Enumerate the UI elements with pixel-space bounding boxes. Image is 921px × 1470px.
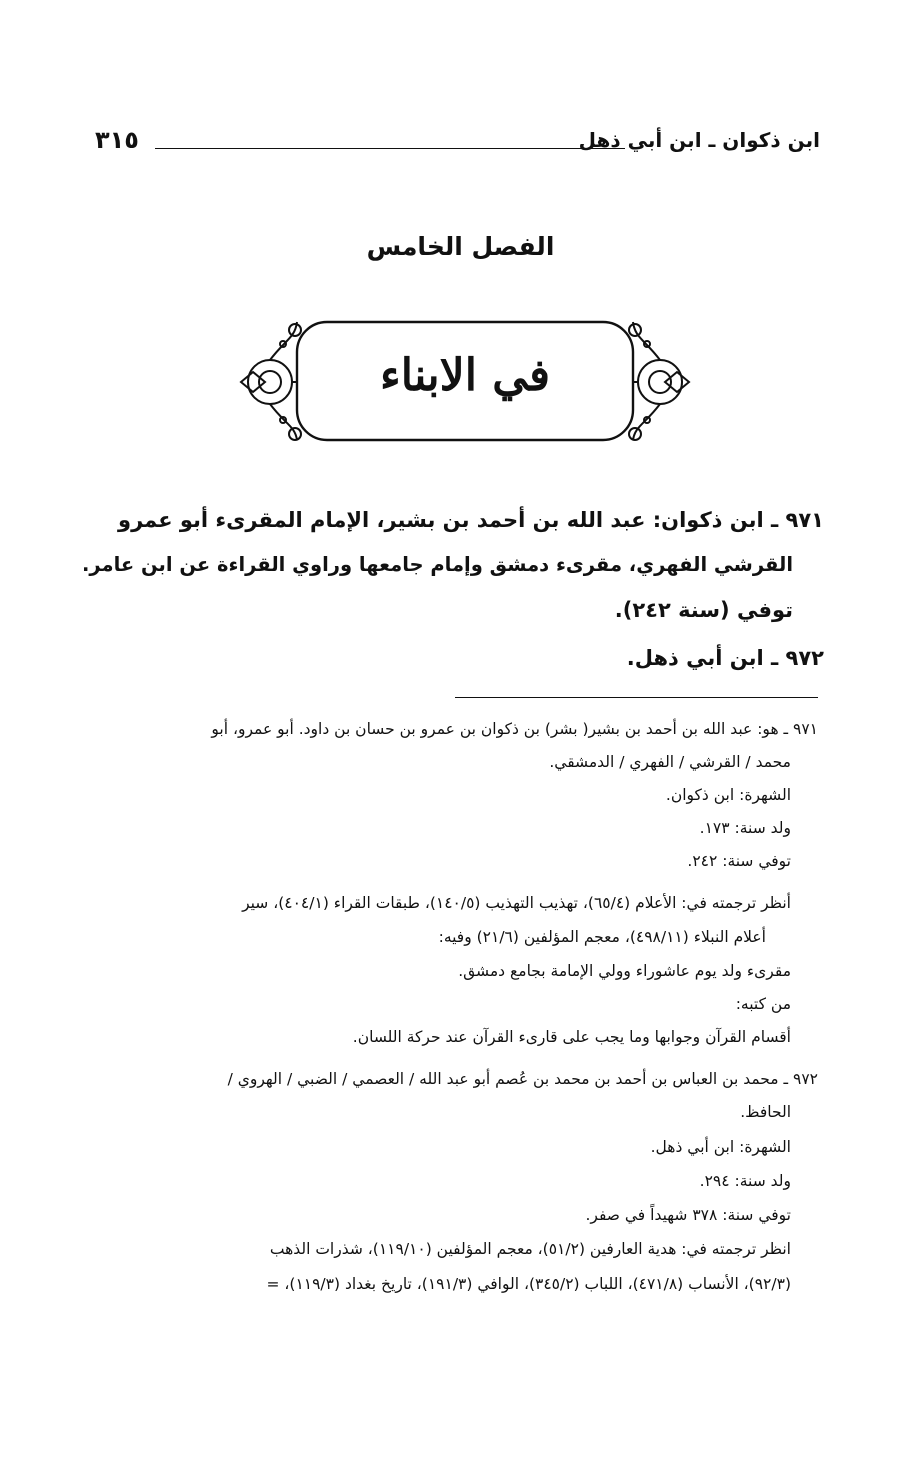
footnote-972-line-4: ولد سنة: ٢٩٤.: [699, 1172, 791, 1190]
footnote-971-line-8: مقرىء ولد يوم عاشوراء وولي الإمامة بجامع دمشق.: [458, 962, 791, 980]
entry-972-line-1: ٩٧٢ ـ ابن أبي ذهل.: [626, 646, 824, 670]
header-rule: [155, 148, 625, 149]
footnote-971-line-7: أعلام النبلاء (٤٩٨/١١)، معجم المؤلفين (٢١/٦) وفيه:: [438, 928, 766, 946]
footnote-972-line-7: (٩٢/٣)، الأنساب (٤٧١/٨)، اللباب (٣٤٥/٢)، الوافي (١٩١/٣)، تاريخ بغداد (١١٩/٣)، =: [266, 1275, 791, 1293]
footnote-972-line-2: الحافظ.: [740, 1103, 791, 1121]
footnote-972-line-1: ٩٧٢ ـ محمد بن العباس بن أحمد بن محمد بن عُصم أبو عبد الله / العصمي / الضبي / الهروي /: [227, 1070, 818, 1088]
left-flourish-icon: [241, 322, 301, 440]
footnote-rule: [455, 697, 818, 698]
entry-971-line-1: ٩٧١ ـ ابن ذكوان: عبد الله بن أحمد بن بشير، الإمام المقرىء أبو عمرو: [118, 508, 824, 532]
footnote-972-line-3: الشهرة: ابن أبي ذهل.: [650, 1138, 791, 1156]
footnote-971-line-9: من كتبه:: [735, 995, 791, 1013]
footnote-971-line-2: محمد / القرشي / الفهري / الدمشقي.: [549, 753, 791, 771]
entry-971-line-2: القرشي الفهري، مقرىء دمشق وإمام جامعها وراوي القراءة عن ابن عامر.: [81, 553, 793, 576]
entry-971-line-3: توفي (سنة ٢٤٢).: [614, 598, 793, 622]
footnote-971-line-4: ولد سنة: ١٧٣.: [699, 819, 791, 837]
footnote-971-line-1: ٩٧١ ـ هو: عبد الله بن أحمد بن بشير( بشر) بن ذكوان بن عمرو بن حسان بن داود. أبو عمرو، أبو: [211, 720, 818, 738]
footnote-972-line-6: انظر ترجمته في: هدية العارفين (٥١/٢)، معجم المؤلفين (١١٩/١٠)، شذرات الذهب: [269, 1240, 791, 1258]
footnote-971-line-5: توفي سنة: ٢٤٢.: [687, 852, 791, 870]
footnote-972-line-5: توفي سنة: ٣٧٨ شهيداً في صفر.: [585, 1206, 791, 1224]
right-flourish-icon: [629, 322, 689, 440]
chapter-label: الفصل الخامس: [366, 232, 555, 261]
footnote-971-line-6: أنظر ترجمته في: الأعلام (٦٥/٤)، تهذيب التهذيب (١٤٠/٥)، طبقات القراء (٤٠٤/١)، سير: [242, 894, 791, 912]
section-title: في الابناء: [380, 350, 550, 401]
page-number: ٣١٥: [95, 126, 139, 154]
running-title: ابن ذكوان ـ ابن أبي ذهل: [578, 128, 820, 152]
running-header: [95, 128, 820, 162]
footnote-971-line-10: أقسام القرآن وجوابها وما يجب على قارىء القرآن عند حركة اللسان.: [352, 1028, 791, 1046]
footnote-971-line-3: الشهرة: ابن ذكوان.: [665, 786, 791, 804]
